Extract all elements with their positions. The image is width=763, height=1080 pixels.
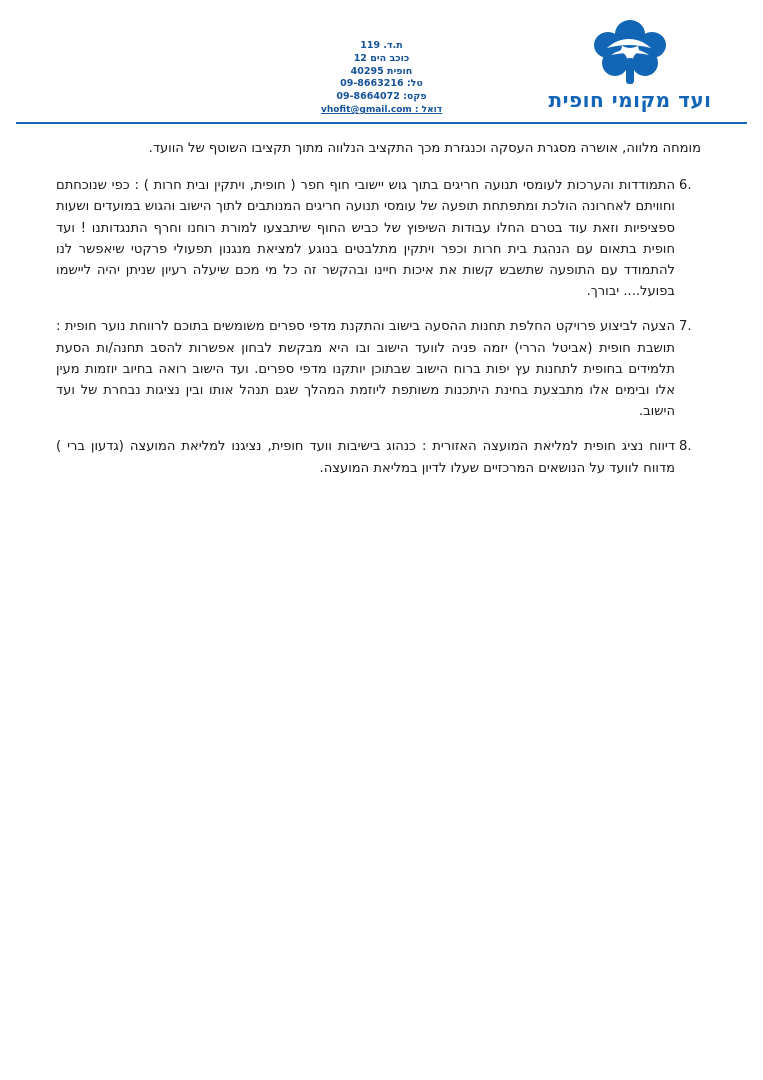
document-body	[56, 138, 701, 493]
paragraph-item-6	[56, 175, 701, 302]
letterhead	[0, 0, 763, 125]
address-block	[0, 40, 763, 116]
address-po-box: ת.ד. 119	[360, 40, 403, 51]
paragraph-text-7: הצעה לביצוע פרויקט החלפת תחנות ההסעה בישוב והתקנת מדפי ספרים משומשים בתוכם לרווחת נוער חופית : תושבת חופית (אביטל הררי) יזמה פניה לוועד הישוב ובו היא מבקשת לבחון אפשרות להסב תחנה/ות הסעת תלמידים בחופית לתחנות עץ יפות ברוח הישוב שבתוכן יותקנו מדפי ספרים. ועד הישוב רואה בחיוב יוזמות מעין אלו ובימים אלו מתבצעת בחינת היתכנות משותפת ליוזמת המהלך שגם תנהל אותו ובין נציגות נבחרת של ועד הישוב.	[56, 319, 675, 420]
paragraph-number-6: 6.	[679, 178, 692, 194]
address-fax: פקס: 09-8664072	[336, 91, 427, 103]
paragraph-text-8: דיווח נציג חופית למליאת המועצה האזורית : כנהוג בישיבות וועד חופית, נציגנו למליאת המועצה (גדעון ברי ) מדווח לוועד על הנושאים המרכזיים שעלו לדיון במליאת המועצה.	[56, 439, 675, 476]
paragraph-item-7	[56, 316, 701, 422]
paragraph-text-6: התמודדות והערכות לעומסי תנועה חריגים בתוך גוש יישובי חוף חפר ( חופית, ויתקין ובית חרות ) : כפי שנוכחתם וחוויתם לאחרונה הולכת ומתפתחת תופעה של עומסי תנועה חריגים המנותבים לתוך הישוב והגוש במועדים ושעות ספציפיות וזאת עוד בטרם החלו עבודות השיפוץ של כביש החוף שיתבצעו למורת רוחנו וחרף התנגדותנו ! ועד חופית בתאום עם הנהגת בית חרות וכפר ויתקין מתלבטים בנוגע למציאת מנגנון תפעולי פרקטי שיאפשר לנו להתמודד עם התופעה שתשבש קשות את איכות חיינו ובהקשר זה כל מי מכם שיעלה רעיון שניתן יהיה ליישמו בפועל.... יבורך.	[56, 178, 675, 300]
address-email: דואל : vhofit@gmail.com	[320, 105, 443, 116]
header-divider	[16, 122, 747, 124]
organization-name: ועד מקומי חופית	[548, 88, 712, 112]
paragraph-continuation: מומחה מלווה, אושרה מסגרת העסקה וכנגזרת מכך התקציב הנלווה מתוך תקציבו השוטף של הוועד.	[148, 141, 701, 156]
paragraph-number-8: 8.	[679, 439, 692, 455]
address-phone: טל: 09-8663216	[340, 78, 423, 90]
paragraph-number-7: 7.	[679, 319, 692, 335]
paragraph-item-8	[56, 436, 701, 478]
address-city-zip: חופית 40295	[350, 65, 413, 77]
address-street: כוכב הים 12	[353, 52, 410, 64]
